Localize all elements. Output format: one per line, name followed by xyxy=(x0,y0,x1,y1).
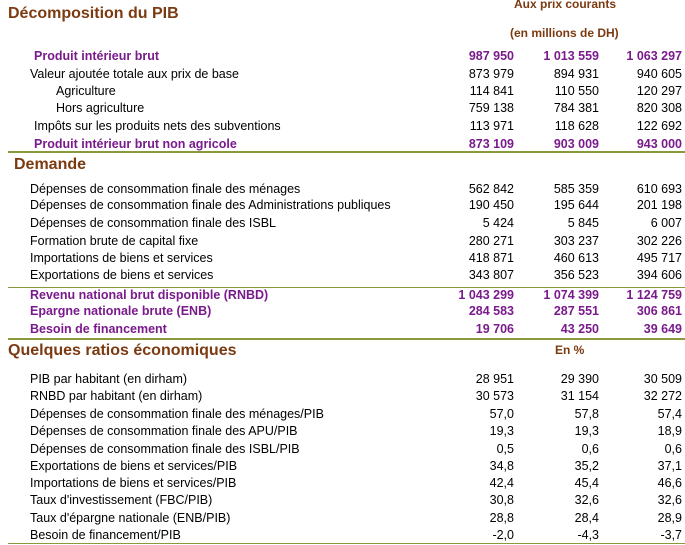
row-label: Impôts sur les produits nets des subventions xyxy=(34,119,281,133)
row-label: Taux d'épargne nationale (ENB/PIB) xyxy=(30,511,231,525)
row-value-col3: 940 605 xyxy=(636,67,682,81)
row-value-col2: 460 613 xyxy=(553,251,599,265)
divider-demande xyxy=(8,338,685,340)
row-value-col2: 43 250 xyxy=(560,322,599,336)
row-value-col3: 120 297 xyxy=(636,84,682,98)
row-value-col3: 610 693 xyxy=(636,182,682,196)
row-value-col3: 122 692 xyxy=(636,119,682,133)
row-value-col2: 303 237 xyxy=(553,234,599,248)
row-value-col2: 5 845 xyxy=(567,216,599,230)
row-value-col3: 32 272 xyxy=(643,389,682,403)
row-value-col3: 201 198 xyxy=(636,198,682,212)
row-label: Importations de biens et services/PIB xyxy=(30,476,237,490)
row-value-col1: 873 109 xyxy=(468,137,514,151)
row-value-col1: 30 573 xyxy=(475,389,514,403)
row-value-col3: 32,6 xyxy=(657,493,682,507)
row-label: Dépenses de consommation finale des ménages xyxy=(30,182,301,196)
ratio-row xyxy=(0,511,685,528)
row-label: Dépenses de consommation finale des ménages/PIB xyxy=(30,407,324,421)
row-value-col2: 19,3 xyxy=(574,424,599,438)
row-value-col2: 35,2 xyxy=(574,459,599,473)
ratio-row xyxy=(0,493,685,510)
row-label: Produit intérieur brut xyxy=(34,49,159,63)
ratio-row xyxy=(0,476,685,493)
row-value-col2: 0,6 xyxy=(581,442,599,456)
ratio-row xyxy=(0,389,685,406)
row-value-col2: 29 390 xyxy=(560,372,599,386)
row-label: Revenu national brut disponible (RNBD) xyxy=(30,288,269,302)
row-value-col1: 418 871 xyxy=(468,251,514,265)
row-value-col1: 57,0 xyxy=(489,407,514,421)
row-label: Besoin de financement xyxy=(30,322,167,336)
row-value-col2: 57,8 xyxy=(574,407,599,421)
row-label: Exportations de biens et services xyxy=(30,268,214,282)
row-value-col3: 394 606 xyxy=(636,268,682,282)
unit-label-prices: Aux prix courants xyxy=(514,0,617,11)
row-value-col2: -4,3 xyxy=(577,528,599,542)
row-value-col3: 6 007 xyxy=(650,216,682,230)
row-label: Exportations de biens et services/PIB xyxy=(30,459,238,473)
unit-label-millions: (en millions de DH) xyxy=(510,26,619,40)
pib-row xyxy=(0,84,685,101)
divider-bottom xyxy=(8,543,685,544)
row-label: Dépenses de consommation finale des ISBL/PIB xyxy=(30,442,300,456)
demande-row xyxy=(0,182,685,199)
pib-row xyxy=(0,67,685,84)
row-value-col2: 585 359 xyxy=(553,182,599,196)
row-label: Hors agriculture xyxy=(56,101,145,115)
demande-row xyxy=(0,304,685,321)
pib-row xyxy=(0,49,685,66)
ratio-row xyxy=(0,459,685,476)
ratio-row xyxy=(0,424,685,441)
row-label: Dépenses de consommation finale des ISBL xyxy=(30,216,276,230)
row-value-col2: 1 013 559 xyxy=(543,49,599,63)
row-value-col2: 110 550 xyxy=(554,84,599,98)
row-value-col3: 943 000 xyxy=(636,137,682,151)
row-value-col1: 19 706 xyxy=(475,322,514,336)
ratio-row xyxy=(0,372,685,389)
row-value-col1: 28,8 xyxy=(489,511,514,525)
row-value-col1: 28 951 xyxy=(475,372,514,386)
row-value-col1: 5 424 xyxy=(482,216,514,230)
pib-row xyxy=(0,101,685,118)
row-value-col1: 42,4 xyxy=(489,476,514,490)
row-value-col1: 114 841 xyxy=(469,84,514,98)
row-value-col1: 19,3 xyxy=(489,424,514,438)
row-value-col1: 30,8 xyxy=(489,493,514,507)
row-label: Valeur ajoutée totale aux prix de base xyxy=(30,67,239,81)
page-title: Décomposition du PIB xyxy=(8,5,179,22)
demande-row xyxy=(0,198,685,215)
row-value-col1: 284 583 xyxy=(468,304,514,318)
row-value-col2: 903 009 xyxy=(553,137,599,151)
row-value-col1: -2,0 xyxy=(492,528,514,542)
row-value-col3: 0,6 xyxy=(664,442,682,456)
row-value-col1: 1 043 299 xyxy=(458,288,514,302)
row-value-col1: 190 450 xyxy=(468,198,514,212)
row-value-col3: 37,1 xyxy=(657,459,682,473)
row-value-col1: 34,8 xyxy=(489,459,514,473)
row-value-col3: 39 649 xyxy=(643,322,682,336)
row-value-col2: 894 931 xyxy=(553,67,599,81)
row-value-col2: 356 523 xyxy=(553,268,599,282)
row-value-col3: -3,7 xyxy=(660,528,682,542)
row-value-col2: 784 381 xyxy=(553,101,599,115)
row-label: RNBD par habitant (en dirham) xyxy=(30,389,203,403)
ratio-row xyxy=(0,407,685,424)
row-label: Taux d'investissement (FBC/PIB) xyxy=(30,493,213,507)
row-value-col3: 30 509 xyxy=(643,372,682,386)
demande-row xyxy=(0,234,685,251)
row-value-col3: 820 308 xyxy=(636,101,682,115)
row-label: Formation brute de capital fixe xyxy=(30,234,199,248)
row-value-col2: 32,6 xyxy=(574,493,599,507)
row-value-col1: 759 138 xyxy=(468,101,514,115)
demande-row xyxy=(0,288,685,305)
row-value-col2: 1 074 399 xyxy=(543,288,599,302)
row-value-col2: 31 154 xyxy=(560,389,599,403)
row-value-col2: 195 644 xyxy=(553,198,599,212)
row-value-col3: 1 124 759 xyxy=(626,288,682,302)
row-value-col3: 46,6 xyxy=(657,476,682,490)
row-value-col3: 57,4 xyxy=(657,407,682,421)
row-value-col1: 987 950 xyxy=(468,49,514,63)
row-value-col3: 28,9 xyxy=(657,511,682,525)
row-value-col3: 1 063 297 xyxy=(626,49,682,63)
row-value-col3: 302 226 xyxy=(636,234,682,248)
row-value-col3: 306 861 xyxy=(636,304,682,318)
row-label: Dépenses de consommation finale des Administrations publiques xyxy=(30,198,391,212)
row-value-col2: 45,4 xyxy=(574,476,599,490)
pib-row xyxy=(0,119,685,136)
row-value-col1: 0,5 xyxy=(496,442,514,456)
row-value-col1: 280 271 xyxy=(468,234,514,248)
row-label: Dépenses de consommation finale des APU/PIB xyxy=(30,424,298,438)
row-label: Epargne nationale brute (ENB) xyxy=(30,304,212,318)
demande-row xyxy=(0,216,685,233)
demande-row xyxy=(0,322,685,339)
row-value-col1: 113 971 xyxy=(469,119,514,133)
row-label: Produit intérieur brut non agricole xyxy=(34,137,237,151)
unit-label-percent: En % xyxy=(555,343,585,357)
divider-demande-totals xyxy=(8,287,685,288)
section-title-demande: Demande xyxy=(14,156,87,173)
row-value-col2: 28,4 xyxy=(574,511,599,525)
row-label: Besoin de financement/PIB xyxy=(30,528,181,542)
row-value-col1: 873 979 xyxy=(468,67,514,81)
section-title-ratios: Quelques ratios économiques xyxy=(8,342,237,359)
ratio-row xyxy=(0,442,685,459)
row-label: Importations de biens et services xyxy=(30,251,213,265)
demande-row xyxy=(0,268,685,285)
row-label: PIB par habitant (en dirham) xyxy=(30,372,188,386)
demande-row xyxy=(0,251,685,268)
row-value-col2: 287 551 xyxy=(553,304,599,318)
row-value-col1: 562 842 xyxy=(468,182,514,196)
row-label: Agriculture xyxy=(56,84,116,98)
row-value-col2: 118 628 xyxy=(554,119,599,133)
row-value-col3: 18,9 xyxy=(657,424,682,438)
row-value-col3: 495 717 xyxy=(636,251,682,265)
divider-pib xyxy=(8,151,685,153)
row-value-col1: 343 807 xyxy=(468,268,514,282)
